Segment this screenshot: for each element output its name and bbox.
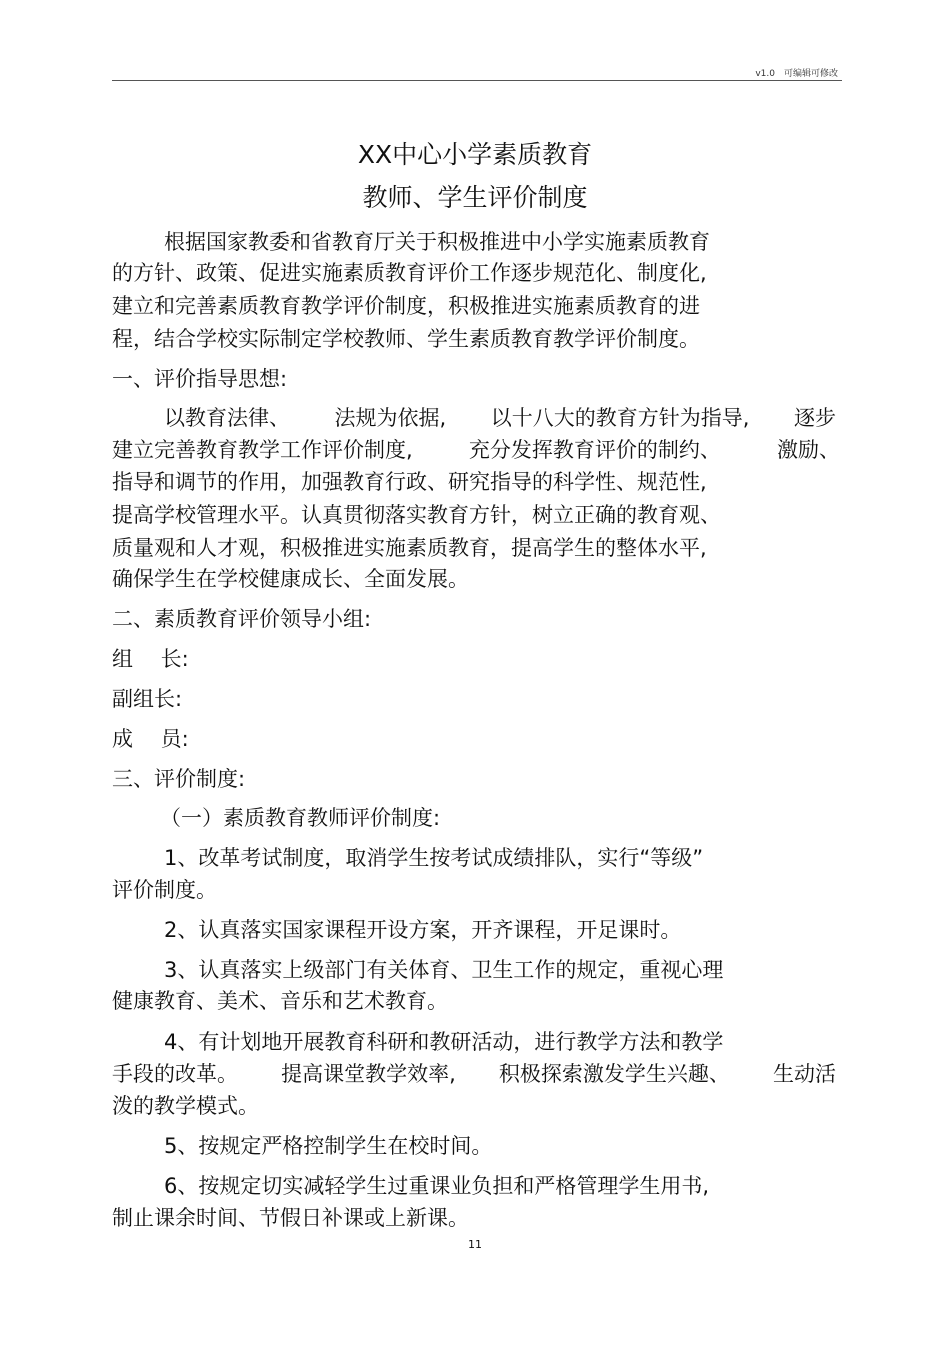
intro-line-4: 程，结合学校实际制定学校教师、学生素质教育教学评价制度。 (112, 327, 700, 351)
page-number: 11 (468, 1238, 482, 1251)
text-fragment: 积极探索激发学生兴趣、 (498, 1062, 730, 1086)
item3-line-1: 3、认真落实上级部门有关体育、卫生工作的规定，重视心理 (164, 958, 724, 982)
item1-line-1: 1、改革考试制度，取消学生按考试成绩排队，实行“等级” (164, 846, 704, 870)
item6-line-1: 6、按规定切实减轻学生过重课业负担和严格管理学生用书, (164, 1174, 710, 1198)
section1-line-4: 提高学校管理水平。认真贯彻落实教育方针，树立正确的教育观、 (112, 503, 721, 527)
text-fragment: 手段的改革。 (112, 1062, 238, 1086)
header-version: v1.0 可编辑可修改 (755, 69, 838, 79)
section1-heading: 一、评价指导思想: (112, 367, 288, 391)
intro-line-1: 根据国家教委和省教育厅关于积极推进中小学实施素质教育 (164, 230, 710, 254)
document-title-line1: XX中心小学素质教育 (357, 140, 593, 169)
intro-line-3: 建立和完善素质教育教学评价制度，积极推进实施素质教育的进 (112, 294, 700, 318)
text-fragment: 生动活 (772, 1062, 836, 1086)
text-fragment: 以十八大的教育方针为指导, (490, 406, 750, 430)
text-fragment: 充分发挥教育评价的制约、 (468, 438, 721, 462)
section1-line-6: 确保学生在学校健康成长、全面发展。 (112, 567, 469, 591)
section1-line-3: 指导和调节的作用，加强教育行政、研究指导的科学性、规范性, (112, 470, 707, 494)
item1-line-2: 评价制度。 (112, 878, 217, 902)
section1-line-1 (164, 406, 836, 430)
section3-heading: 三、评价制度: (112, 767, 246, 791)
text-fragment: 提高课堂教学效率, (281, 1062, 456, 1086)
header-rule (112, 80, 842, 81)
deputy-leader-label: 副组长: (112, 687, 183, 711)
item4-line-2 (112, 1062, 836, 1086)
text-fragment: 法规为依据, (334, 406, 447, 430)
item3-line-2: 健康教育、美术、音乐和艺术教育。 (112, 989, 448, 1013)
intro-line-2: 的方针、政策、促进实施素质教育评价工作逐步规范化、制度化, (112, 261, 707, 285)
section2-heading: 二、素质教育评价领导小组: (112, 607, 372, 631)
item6-line-2: 制止课余时间、节假日补课或上新课。 (112, 1206, 469, 1230)
item4-line-3: 泼的教学模式。 (112, 1094, 259, 1118)
group-leader-label: 组 长: (112, 647, 189, 671)
section3-subheading: （一）素质教育教师评价制度: (160, 806, 441, 830)
section1-line-2 (112, 438, 840, 462)
item4-line-1: 4、有计划地开展教育科研和教研活动，进行教学方法和教学 (164, 1030, 724, 1054)
item2-line: 2、认真落实国家课程开设方案，开齐课程，开足课时。 (164, 918, 682, 942)
section1-line-5: 质量观和人才观，积极推进实施素质教育，提高学生的整体水平, (112, 536, 707, 560)
item5-line: 5、按规定严格控制学生在校时间。 (164, 1134, 493, 1158)
document-title-line2: 教师、学生评价制度 (362, 183, 588, 212)
members-label: 成 员: (112, 727, 189, 751)
text-fragment: 逐步 (793, 406, 836, 430)
text-fragment: 激励、 (777, 438, 840, 462)
text-fragment: 以教育法律、 (164, 406, 290, 430)
text-fragment: 建立完善教育教学工作评价制度, (112, 438, 413, 462)
